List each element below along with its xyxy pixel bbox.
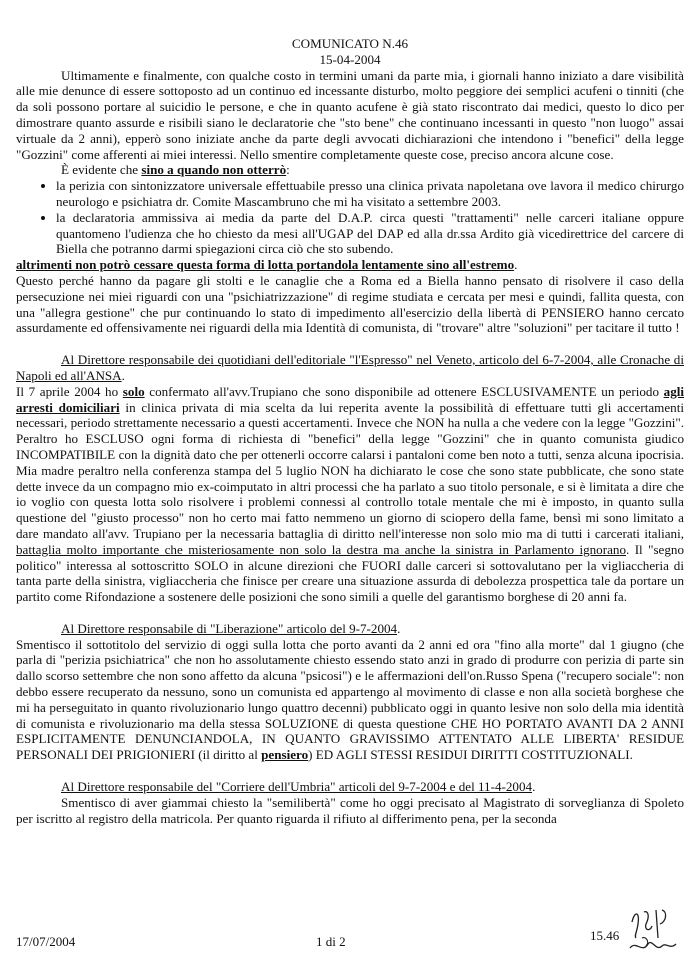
section-body-corriere: Smentisco di aver giammai chiesto la "semilibertà" come ho oggi precisato al Magistrato di sorveglianza di Spoleto per iscritto al registro della matricola. Per quanto riguarda il rifiuto al differimento pena, per la seconda xyxy=(16,794,684,826)
section-body-espresso: Il 7 aprile 2004 ho solo confermato all'avv.Trupiano che sono disponibile ad ottenere ESCLUSIVAMENTE un periodo agli arresti domiciliari in clinica privata di mia scelta da lui reperita avente la possibilità di effettuare tutti gli accertamenti necessari, periodo strettamente necessario a questi accertamenti. Invece che NON ha nulla a che vedere con la legge "Gozzini". Peraltro ho ESCLUSO ogni forma di richiesta di "benefici" della legge "Gozzini" che in quanto comunista giudico INCOMPATIBILE con la dignità dato che per ottenerli occorre calarsi i pantaloni come ben noto a tutti, senza alcuna ipocrisia. Mia madre peraltro nella conferenza stampa del 5 luglio NON ha dichiarato le cose che sono state pubblicate, che sono state dette invece da un compagno mio ex-coimputato in altri processi che ha parlato a suo titolo personale, e si è limitata a dire che io voglio con questa lotta solo risolvere i problemi connessi al controllo totale mentale che mi è imposto, in quanto sulla questione del "giusto processo" non ho certo mai fatto nemmeno un giorno di sciopero della fame, bensì mi sono limitato a dare mandato all'avv. Trupiano per la necessaria battaglia di diritto nell'interesse non solo mio ma di tutti i carcerati italiani, battaglia molto importante che misteriosamente non solo la destra ma anche la sinistra in Parlamento ignorano. Il "segno politico" interessa al sottoscritto SOLO in alcune direzioni che FUORI dalle carceri si sottovalutano per la vigliaccheria di tanta parte della sinistra, vigliaccheria che finisce per creare una situazione assurda di debolezza prospettica tale da portare un partito come Rifondazione a sostenere delle posizioni che sono simili a quelle del garantismo borghese di 20 anni fa. xyxy=(16,383,685,605)
intro-condition: È evidente che sino a quando non otterrò: xyxy=(61,162,290,178)
footer-date: 17/07/2004 xyxy=(16,934,76,949)
emphasis-text: altrimenti non potrò cessare questa forma di lotta portandola lentamente sino all'estremo xyxy=(16,257,515,273)
intro-paragraph: Ultimamente e finalmente, con qualche costo in termini umani da parte mia, i giornali hanno iniziato a dare visibilità alle mie denunce di essere sottoposto ad un continuo ed incessante disturbo, molto peggiore dei semplici acufeni o tinniti (che da soli possono portare al suicidio le persone, e che in quanto acufene è già stato riscontrato dai medici, questo lo dico per dimostrare quanto assurde e risibili siano le declaratorie che "sto bene" che continuano incessanti in questo "non luogo" assai virtuale da 2 anni), epperò sono iniziate anche da parte degli avvocati dichiarazioni che intendono i "benefici" della legge "Gozzini" come afferenti ai miei interessi. Nello smentire completamente queste cose, preciso ancora alcune cose. xyxy=(16,67,684,162)
emphasis-text: agli arresti domiciliari xyxy=(16,383,685,415)
page-number: 1 di 2 xyxy=(316,934,346,949)
intro-warning: altrimenti non potrò cessare questa forma di lotta portandola lentamente sino all'estremo. xyxy=(16,257,518,273)
section-heading-espresso: Al Direttore responsabile dei quotidiani dell'editoriale "l'Espresso" nel Veneto, articolo del 6-7-2004, alle Cronache di Napoli ed all'ANSA. xyxy=(16,352,684,383)
conditions-list xyxy=(16,178,684,257)
emphasis-text: battaglia molto importante che misteriosamente non solo la destra ma anche la sinistra in Parlamento ignorano xyxy=(16,541,626,557)
list-item: • la perizia con sintonizzatore universale effettuabile presso una clinica privata napoletana ove lavora il medico chirurgo neurologo e psichiatra dr. Comite Mascambruno che mi ha visitato a settembre 2003. xyxy=(56,178,684,210)
document-title: COMUNICATO N.46 xyxy=(291,36,409,51)
intro-explanation: Questo perché hanno da pagare gli stolti e le canaglie che a Roma ed a Biella hanno pensato di risolvere il caso della persecuzione nei miei riguardi con una "psichiatrizzazione" di regime studiata e cercata per mesi e quindi, fallita questa, con una "allegra gestione" che pur continuando lo stato di impedimento all'esercizio della libertà di PENSIERO hanno cercato assurdamente ed offensivamente nei riguardi della mia Identità di comunista, di "trovare" altre "soluzioni" per tacitare il tutto ! xyxy=(16,272,684,336)
emphasis-text: sino a quando non otterrò xyxy=(141,162,287,178)
emphasis-text: solo xyxy=(122,383,145,399)
document-date: 15-04-2004 xyxy=(319,51,381,67)
document-page xyxy=(16,36,684,826)
section-heading-liberazione: Al Direttore responsabile di "Liberazione" articolo del 9-7-2004. xyxy=(61,620,401,636)
footer-code: 15.46 xyxy=(590,928,620,943)
handwritten-signature xyxy=(622,902,682,958)
emphasis-text: pensiero xyxy=(261,747,309,763)
section-body-liberazione: Smentisco il sottotitolo del servizio di oggi sulla lotta che porto avanti da 2 anni ed ora "fino alla morte" dal 1 giugno (che parla di "perizia psichiatrica" che non ho assolutamente chiesto essendo stato anzi in grado di produrre con perizia di parte sin dallo scorso settembre che non sono affetto da alcuna "psicosi") e le affermazioni dell'on.Russo Spena ("recupero sociale": non debbo essere recuperato da nessuno, sono un comunista ed appartengo al movimento di classe e non alla società borghese che mi ha perseguitato in quanto rivoluzionario lungo quattro decenni) pubblicato oggi in quanto lesive non solo della mia identità di comunista e rivoluzionario ma della stessa SOLUZIONE di questa questione CHE HO PORTATO AVANTI DA 2 ANNI ESPLICITAMENTE DENUNCIANDOLA, IN QUANTO GRAVISSIMO ATTENTATO ALLE LIBERTA' RESIDUE PERSONALI DEI PRIGIONIERI (il diritto al pensiero) ED AGLI STESSI RESIDUI DIRITTI COSTITUZIONALI. xyxy=(16,636,684,763)
list-item: • la declaratoria ammissiva ai media da parte del D.A.P. circa questi "trattamenti" nelle carceri italiane oppure quantomeno l'udienza che ho chiesto da mesi all'UGAP del DAP ed alla dr.ssa Ardito già vicedirettrice del carcere di Biella che potranno darmi spiegazioni circa ciò che sto subendo. xyxy=(56,210,684,257)
section-heading-corriere: Al Direttore responsabile del "Corriere dell'Umbria" articoli del 9-7-2004 e del 11-4-2004. xyxy=(61,779,536,795)
